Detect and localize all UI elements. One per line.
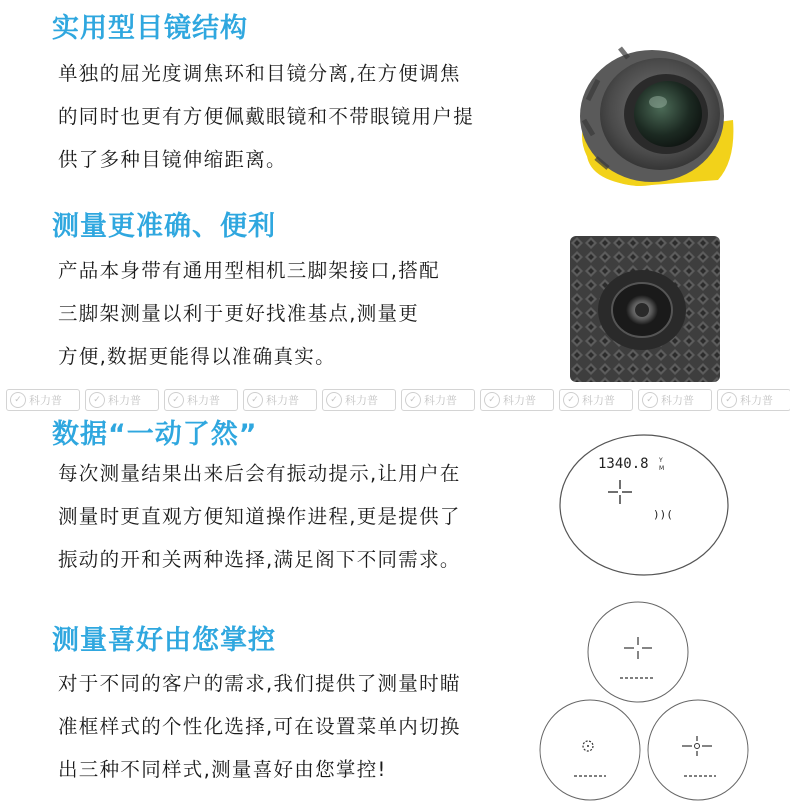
check-circle-icon: ✓ <box>326 392 342 408</box>
vibrate-icon: ))( <box>653 508 673 521</box>
body-line: 产品本身带有通用型相机三脚架接口,搭配 <box>58 259 440 282</box>
watermark-text: 科力普 <box>503 394 536 407</box>
watermark-text: 科力普 <box>661 394 694 407</box>
body-line: 每次测量结果出来后会有振动提示,让用户在 <box>58 462 461 485</box>
body-line: 的同时也更有方便佩戴眼镜和不带眼镜用户提 <box>58 105 475 128</box>
watermark-badge <box>638 389 712 411</box>
watermark-text: 科力普 <box>187 394 220 407</box>
watermark-text: 科力普 <box>740 394 773 407</box>
body-line: 三脚架测量以利于更好找准基点,测量更 <box>58 302 420 325</box>
watermark-badge <box>164 389 238 411</box>
eyepiece-photo <box>568 40 738 188</box>
watermark-text: 科力普 <box>424 394 457 407</box>
watermark-badge <box>559 389 633 411</box>
section-body <box>58 662 461 791</box>
watermark-badge <box>85 389 159 411</box>
unit-top: Y <box>659 457 663 464</box>
viewfinder-display <box>556 432 732 578</box>
section-body <box>58 52 474 181</box>
section-title: 测量更准确、便利 <box>52 211 276 242</box>
watermark-badge <box>243 389 317 411</box>
check-circle-icon: ✓ <box>247 392 263 408</box>
watermark-text: 科力普 <box>108 394 141 407</box>
body-line: 方便,数据更能得以准确真实。 <box>58 345 336 368</box>
watermark-text: 科力普 <box>582 394 615 407</box>
reticle-style-circle <box>540 700 640 800</box>
section-body <box>58 452 461 581</box>
watermark-badge <box>717 389 790 411</box>
section-title: 实用型目镜结构 <box>52 13 248 44</box>
watermark-strip <box>0 387 790 415</box>
body-line: 出三种不同样式,测量喜好由您掌控! <box>58 758 387 781</box>
body-line: 测量时更直观方便知道操作进程,更是提供了 <box>58 505 461 528</box>
check-circle-icon: ✓ <box>484 392 500 408</box>
reticle-style-cross <box>588 602 688 702</box>
watermark-text: 科力普 <box>345 394 378 407</box>
watermark-badge <box>6 389 80 411</box>
check-circle-icon: ✓ <box>89 392 105 408</box>
unit-bottom: M <box>659 465 665 472</box>
section-title: 数据“一动了然” <box>52 419 258 450</box>
distance-reading: 1340.8 <box>598 456 649 472</box>
section-title: 测量喜好由您掌控 <box>52 625 276 656</box>
reticle-style-diamond <box>648 700 748 800</box>
body-line: 振动的开和关两种选择,满足阁下不同需求。 <box>58 548 461 571</box>
tripod-mount-photo <box>570 236 720 382</box>
check-circle-icon: ✓ <box>405 392 421 408</box>
section-body <box>58 249 440 378</box>
watermark-badge <box>322 389 396 411</box>
body-line: 准框样式的个性化选择,可在设置菜单内切换 <box>58 715 461 738</box>
check-circle-icon: ✓ <box>168 392 184 408</box>
watermark-text: 科力普 <box>29 394 62 407</box>
body-line: 对于不同的客户的需求,我们提供了测量时瞄 <box>58 672 461 695</box>
check-circle-icon: ✓ <box>721 392 737 408</box>
body-line: 单独的屈光度调焦环和目镜分离,在方便调焦 <box>58 62 461 85</box>
check-circle-icon: ✓ <box>563 392 579 408</box>
watermark-badge <box>401 389 475 411</box>
reticle-styles <box>538 600 750 805</box>
watermark-badge <box>480 389 554 411</box>
check-circle-icon: ✓ <box>10 392 26 408</box>
body-line: 供了多种目镜伸缩距离。 <box>58 148 287 171</box>
check-circle-icon: ✓ <box>642 392 658 408</box>
watermark-text: 科力普 <box>266 394 299 407</box>
